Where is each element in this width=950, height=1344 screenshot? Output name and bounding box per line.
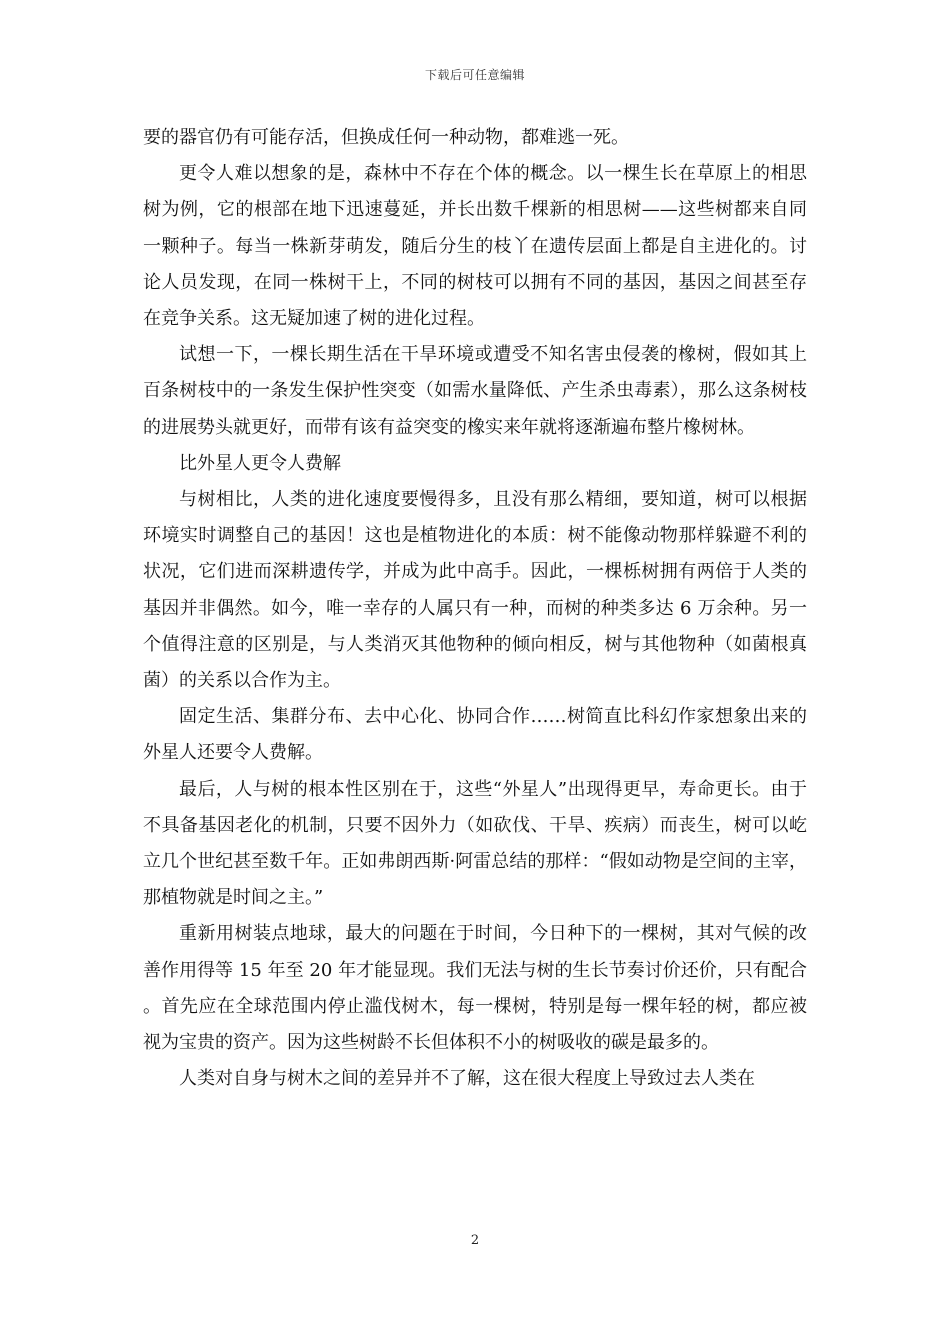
paragraph: 试想一下，一棵长期生活在干旱环境或遭受不知名害虫侵袭的橡树，假如其上百条树枝中的一条发生保护性突变（如需水量降低、产生杀虫毒素），那么这条树枝的进展势头就更好，而带有该有益突变的橡实来年就将逐渐遍布整片橡树林。 <box>143 344 807 438</box>
paragraph: 人类对自身与树木之间的差异并不了解，这在很大程度上导致过去人类在 <box>179 1068 755 1090</box>
section-heading: 比外星人更令人费解 <box>179 452 341 474</box>
page-number: 2 <box>470 1233 480 1248</box>
paragraph: 重新用树装点地球，最大的问题在于时间，今日种下的一棵树，其对气候的改善作用得等 15 年至 20 年才能显现。我们无法与树的生长节奏讨价还价，只有配合。首先应在全球范围内停止滥伐树木，每一棵树，特别是每一棵年轻的树，都应被视为宝贵的资产。因为这些树龄不长但体积不小的树吸收的碳是最多的。 <box>143 923 807 1054</box>
page-header: 下载后可任意编辑 <box>424 68 525 82</box>
paragraph: 最后，人与树的根本性区别在于，这些“外星人”出现得更早，寿命更长。由于不具备基因老化的机制，只要不因外力（如砍伐、干旱、疾病）而丧生，树可以屹立几个世纪甚至数千年。正如弗朗西斯·阿雷总结的那样：“假如动物是空间的主宰，那植物就是时间之主。” <box>143 778 807 909</box>
paragraph-continued: 要的器官仍有可能存活，但换成任何一种动物，都难逃一死。 <box>143 127 629 148</box>
document-body <box>143 120 807 1097</box>
paragraph: 固定生活、集群分布、去中心化、协同合作……树简直比科幻作家想象出来的外星人还要令人费解。 <box>143 706 807 764</box>
paragraph: 更令人难以想象的是，森林中不存在个体的概念。以一棵生长在草原上的相思树为例，它的根部在地下迅速蔓延，并长出数千棵新的相思树——这些树都来自同一颗种子。每当一株新芽萌发，随后分生的枝丫在遗传层面上都是自主进化的。讨论人员发现，在同一株树干上，不同的树枝可以拥有不同的基因，基因之间甚至存在竞争关系。这无疑加速了树的进化过程。 <box>143 163 807 330</box>
paragraph: 与树相比，人类的进化速度要慢得多，且没有那么精细，要知道，树可以根据环境实时调整自己的基因！这也是植物进化的本质：树不能像动物那样躲避不利的状况，它们进而深耕遗传学，并成为此中高手。因此，一棵栎树拥有两倍于人类的基因并非偶然。如今，唯一幸存的人属只有一种，而树的种类多达 6 万余种。另一个值得注意的区别是，与人类消灭其他物种的倾向相反，树与其他物种（如菌根真菌）的关系以合作为主。 <box>143 489 807 692</box>
